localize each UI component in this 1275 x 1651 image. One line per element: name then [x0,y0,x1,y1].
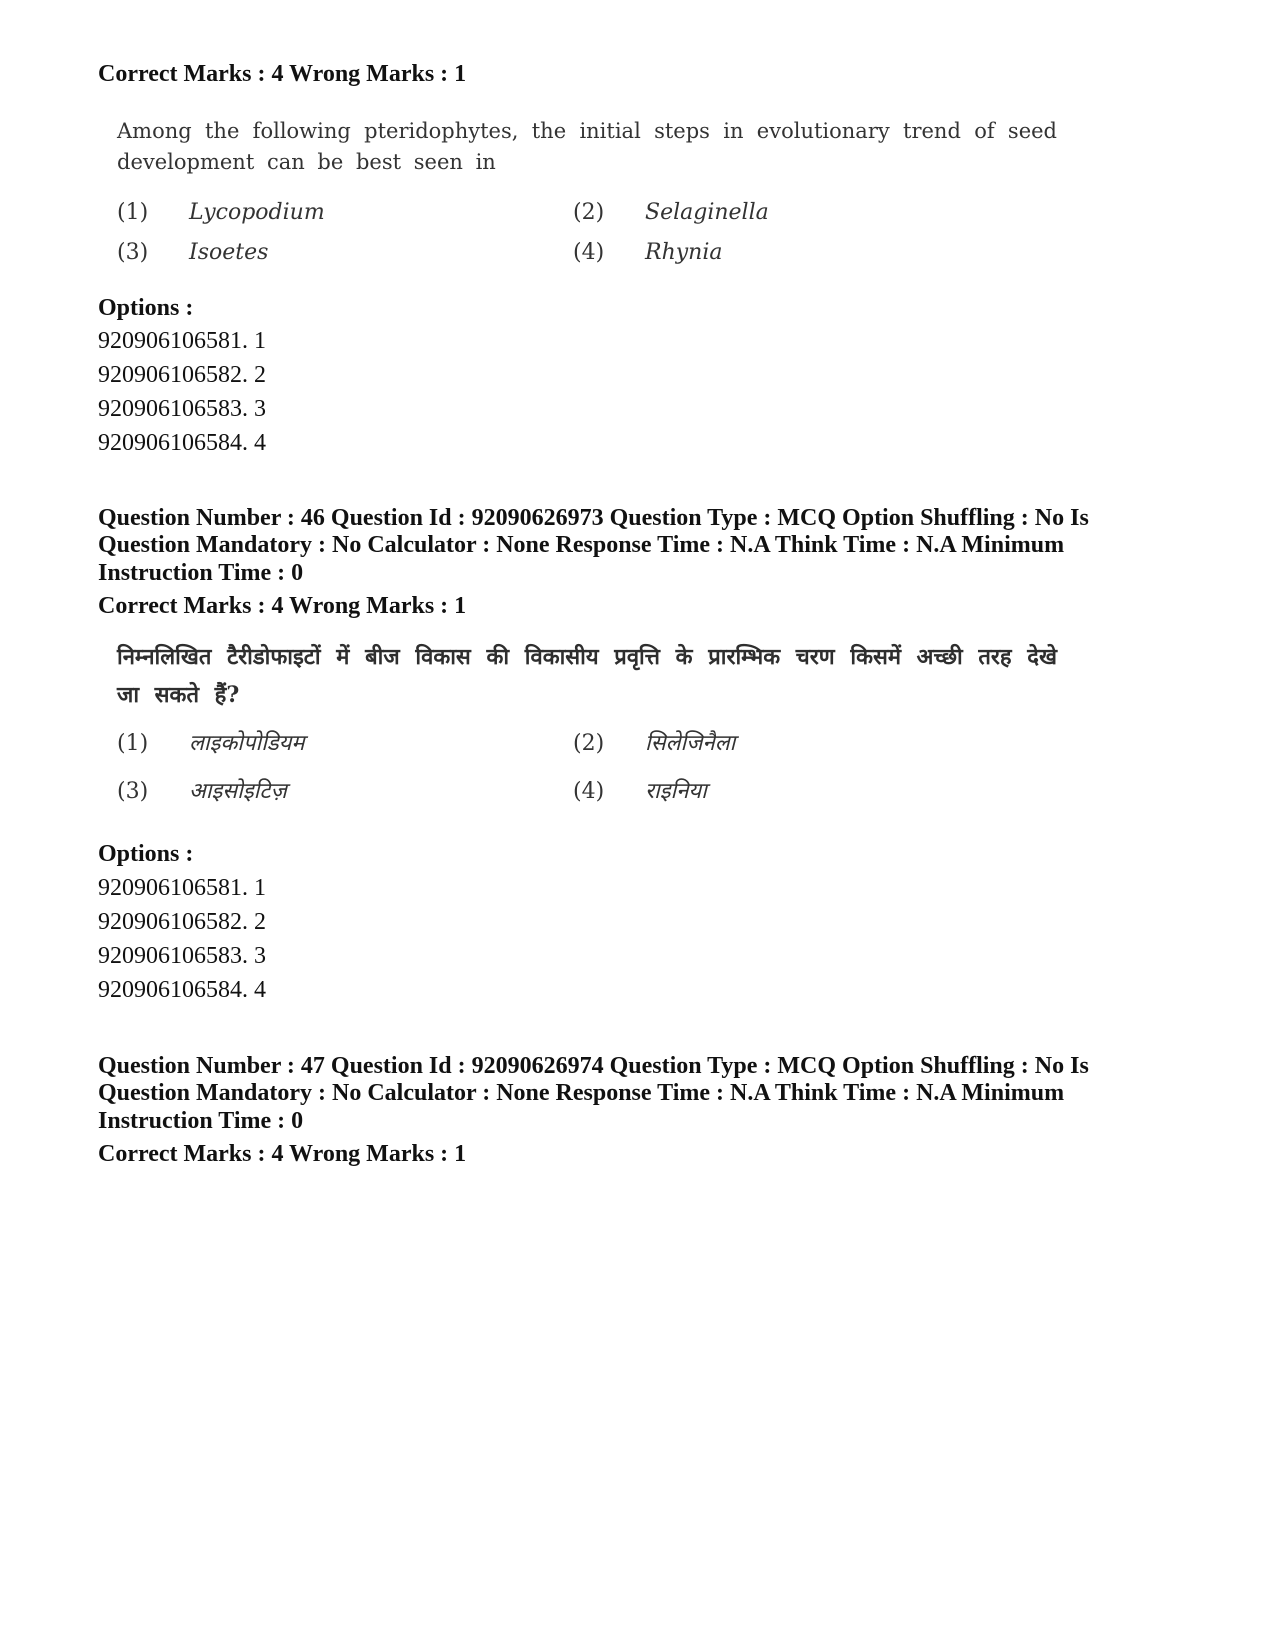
choice-text: राइनिया [645,779,707,804]
question-text-hindi: निम्नलिखित टैरीडोफाइटों में बीज विकास की विकासीय प्रवृत्ति के प्रारम्भिक चरण किसमें अच्छी तरह देखे जा सकते हैं? [117,644,1057,708]
choice-number: (4) [573,240,605,265]
choice-number: (2) [573,200,605,225]
question-meta-line: Question Mandatory : No Calculator : None Response Time : N.A Think Time : N.A Minimum [98,1080,1065,1106]
choice-number: (2) [573,731,605,756]
choice-2 [573,200,769,225]
choice-text: सिलेजिनैला [645,731,736,756]
option-line: 920906106582. 2 [98,909,266,935]
option-line: 920906106583. 3 [98,943,266,969]
choice-text: Lycopodium [189,200,325,225]
choice-text: आइसोइटिज़ [189,779,287,804]
question-meta-line: Instruction Time : 0 [98,560,304,586]
correct-wrong-marks: Correct Marks : 4 Wrong Marks : 1 [98,1141,467,1167]
choice-number: (1) [117,200,149,225]
choice-3 [117,240,268,265]
option-line: 920906106584. 4 [98,430,266,456]
question-meta-line: Instruction Time : 0 [98,1108,304,1134]
choice-text: लाइकोपोडियम [189,731,305,756]
choice-number: (1) [117,731,149,756]
choice-text: Rhynia [645,240,723,265]
choice-4 [573,775,707,805]
correct-wrong-marks: Correct Marks : 4 Wrong Marks : 1 [98,593,467,619]
choice-text: Isoetes [189,240,269,265]
choice-3 [117,775,287,805]
options-label: Options : [98,295,194,321]
option-line: 920906106582. 2 [98,362,266,388]
question-meta-line: Question Number : 46 Question Id : 92090626973 Question Type : MCQ Option Shuffling : No Is [98,505,1089,531]
choice-number: (3) [117,779,149,804]
choice-text: Selaginella [645,200,769,225]
question-meta-line: Question Mandatory : No Calculator : None Response Time : N.A Think Time : N.A Minimum [98,532,1065,558]
choice-number: (4) [573,779,605,804]
option-line: 920906106581. 1 [98,875,266,901]
choice-2 [573,727,735,757]
option-line: 920906106581. 1 [98,328,266,354]
option-line: 920906106583. 3 [98,396,266,422]
choice-1 [117,727,305,757]
choice-number: (3) [117,240,149,265]
question-meta-line: Question Number : 47 Question Id : 92090626974 Question Type : MCQ Option Shuffling : No Is [98,1053,1089,1079]
correct-wrong-marks: Correct Marks : 4 Wrong Marks : 1 [98,61,467,87]
choice-1 [117,200,325,225]
option-line: 920906106584. 4 [98,977,266,1003]
choice-4 [573,240,722,265]
question-text-english: Among the following pteridophytes, the initial steps in evolutionary trend of seed development can be best seen in [117,119,1057,174]
options-label: Options : [98,841,194,867]
